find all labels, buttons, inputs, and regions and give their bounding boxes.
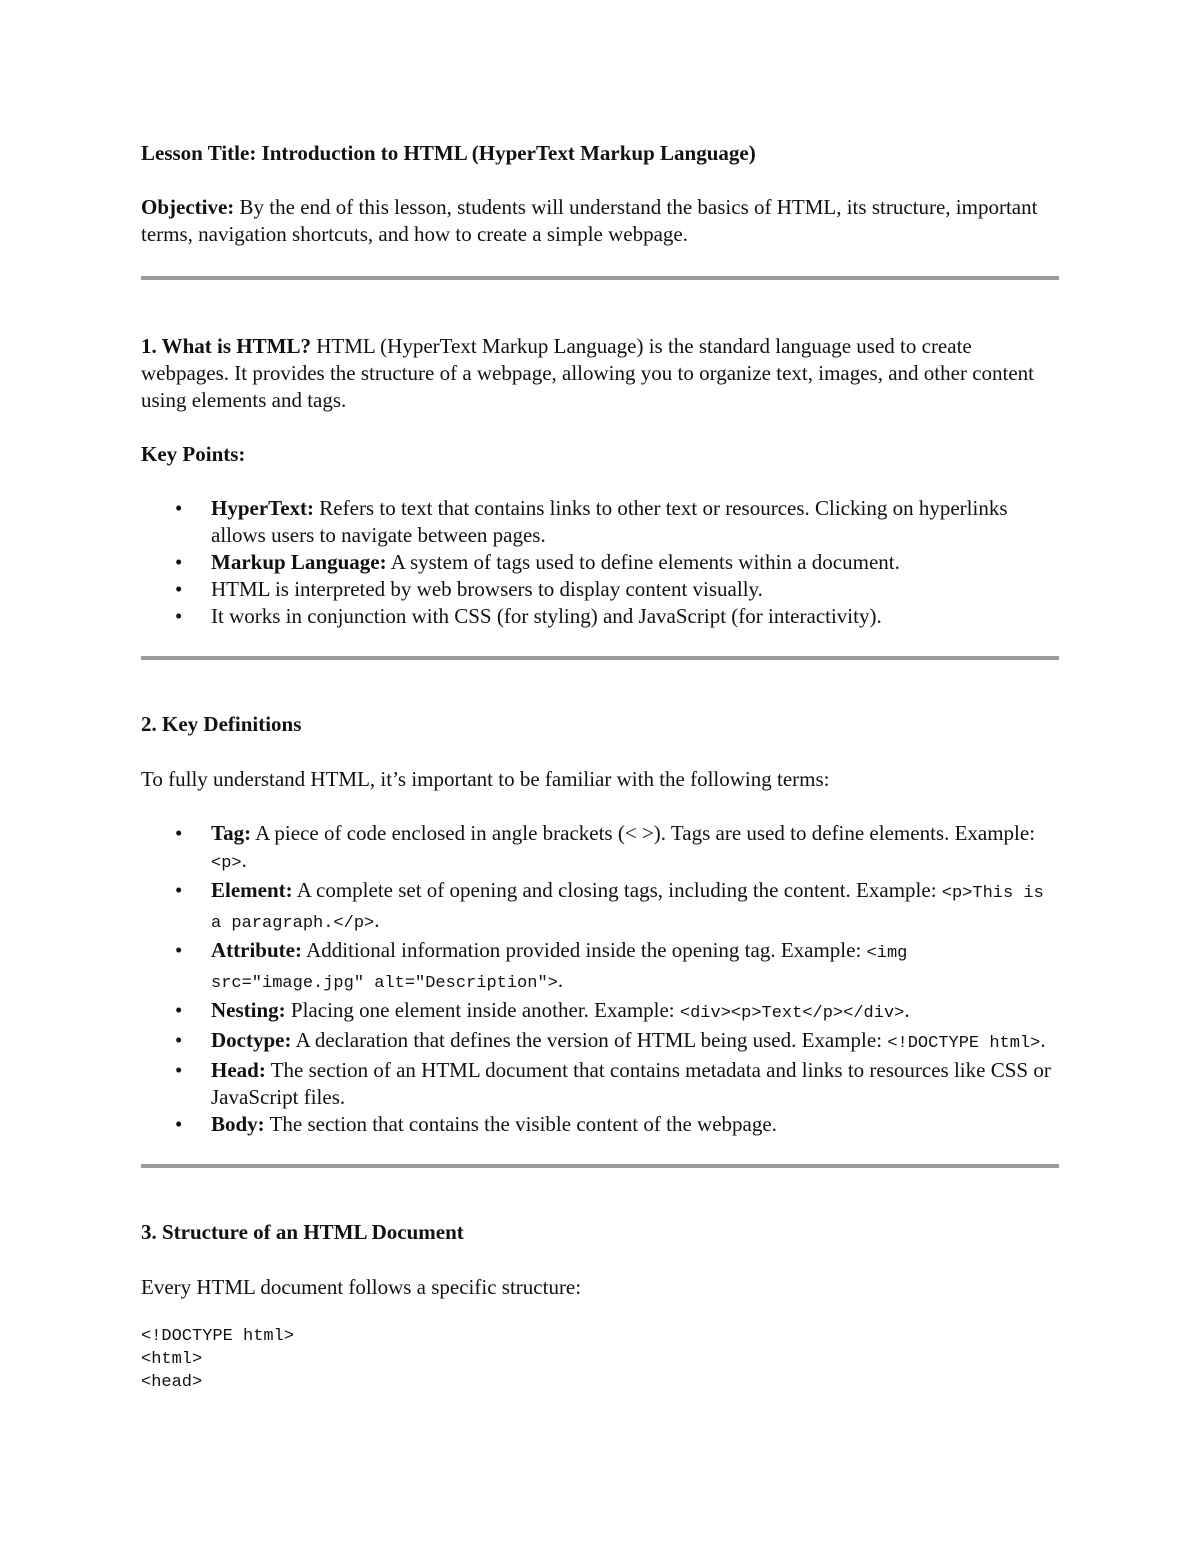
definition-after: . (241, 848, 247, 872)
list-item (211, 1057, 1059, 1111)
definition-after: . (374, 908, 380, 932)
list-item (211, 1027, 1059, 1057)
section1-paragraph (141, 333, 1059, 414)
definition-term: Nesting: (211, 998, 286, 1022)
definition-code: <p> (211, 854, 242, 873)
section3-intro: Every HTML document follows a specific structure: (141, 1275, 582, 1299)
section2-intro: To fully understand HTML, it’s important to be familiar with the following terms: (141, 767, 830, 791)
lesson-title-label: Lesson Title: (141, 141, 257, 165)
definition-text: Placing one element inside another. Example: (290, 998, 675, 1022)
list-item (211, 576, 1059, 603)
key-points-label-text: Key Points: (141, 442, 246, 466)
definition-code: <img src="image.jpg" alt="Description"> (211, 944, 908, 993)
list-item (211, 820, 1059, 877)
objective-label: Objective: (141, 195, 235, 219)
code-block (141, 1325, 1059, 1394)
section2-heading-text: 2. Key Definitions (141, 712, 302, 736)
list-item (211, 877, 1059, 937)
list-item (211, 997, 1059, 1027)
objective-text: By the end of this lesson, students will understand the basics of HTML, its structure, important terms, navigation shortcuts, and how to create a simple webpage. (141, 195, 1038, 246)
document-content (141, 140, 1059, 1394)
definition-term: Head: (211, 1058, 266, 1082)
definition-term: Element: (211, 878, 293, 902)
list-item (211, 937, 1059, 997)
list-item (211, 1111, 1059, 1138)
code-line: <!DOCTYPE html> (141, 1327, 295, 1346)
point-text: Refers to text that contains links to other text or resources. Clicking on hyperlinks allows users to navigate between pages. (211, 496, 1008, 547)
definition-term: Tag: (211, 821, 252, 845)
list-item (211, 549, 1059, 576)
key-points-label (141, 441, 1059, 468)
definitions-list (141, 820, 1059, 1138)
point-text: It works in conjunction with CSS (for styling) and JavaScript (for interactivity). (211, 604, 882, 628)
point-term: Markup Language: (211, 550, 387, 574)
definition-term: Doctype: (211, 1028, 292, 1052)
point-term: HyperText: (211, 496, 315, 520)
definition-after: . (1040, 1028, 1046, 1052)
definition-text: Additional information provided inside the opening tag. Example: (306, 938, 862, 962)
definition-code: <!DOCTYPE html> (887, 1034, 1041, 1053)
definition-term: Body: (211, 1112, 265, 1136)
definition-text: A complete set of opening and closing tags, including the content. Example: (296, 878, 937, 902)
key-points-list (141, 495, 1059, 630)
definition-text: A piece of code enclosed in angle brackets (< >). Tags are used to define elements. Example: (255, 821, 1036, 845)
definition-text: The section of an HTML document that contains metadata and links to resources like CSS or JavaScript files. (211, 1058, 1051, 1109)
point-text: HTML is interpreted by web browsers to display content visually. (211, 577, 763, 601)
objective-paragraph (141, 194, 1059, 248)
lesson-title (141, 140, 1059, 167)
definition-term: Attribute: (211, 938, 302, 962)
point-text: A system of tags used to define elements within a document. (390, 550, 900, 574)
definition-text: A declaration that defines the version of HTML being used. Example: (295, 1028, 883, 1052)
definition-code: <p>This is a paragraph.</p> (211, 884, 1044, 933)
section1-heading: 1. What is HTML? (141, 334, 311, 358)
section1-body: HTML (HyperText Markup Language) is the standard language used to create webpages. It provides the structure of a webpage, allowing you to organize text, images, and other content using elements and tags. (141, 334, 1035, 412)
code-line: <head> (141, 1373, 203, 1392)
lesson-title-text: Introduction to HTML (HyperText Markup Language) (261, 141, 756, 165)
code-line: <html> (141, 1350, 203, 1369)
section2-heading (141, 711, 1059, 738)
list-item (211, 495, 1059, 549)
section3-heading-text: 3. Structure of an HTML Document (141, 1220, 464, 1244)
list-item (211, 603, 1059, 630)
definition-text: The section that contains the visible content of the webpage. (269, 1112, 777, 1136)
definition-after: . (904, 998, 910, 1022)
section3-heading (141, 1219, 1059, 1246)
definition-code: <div><p>Text</p></div> (679, 1004, 905, 1023)
definition-after: . (557, 968, 564, 992)
